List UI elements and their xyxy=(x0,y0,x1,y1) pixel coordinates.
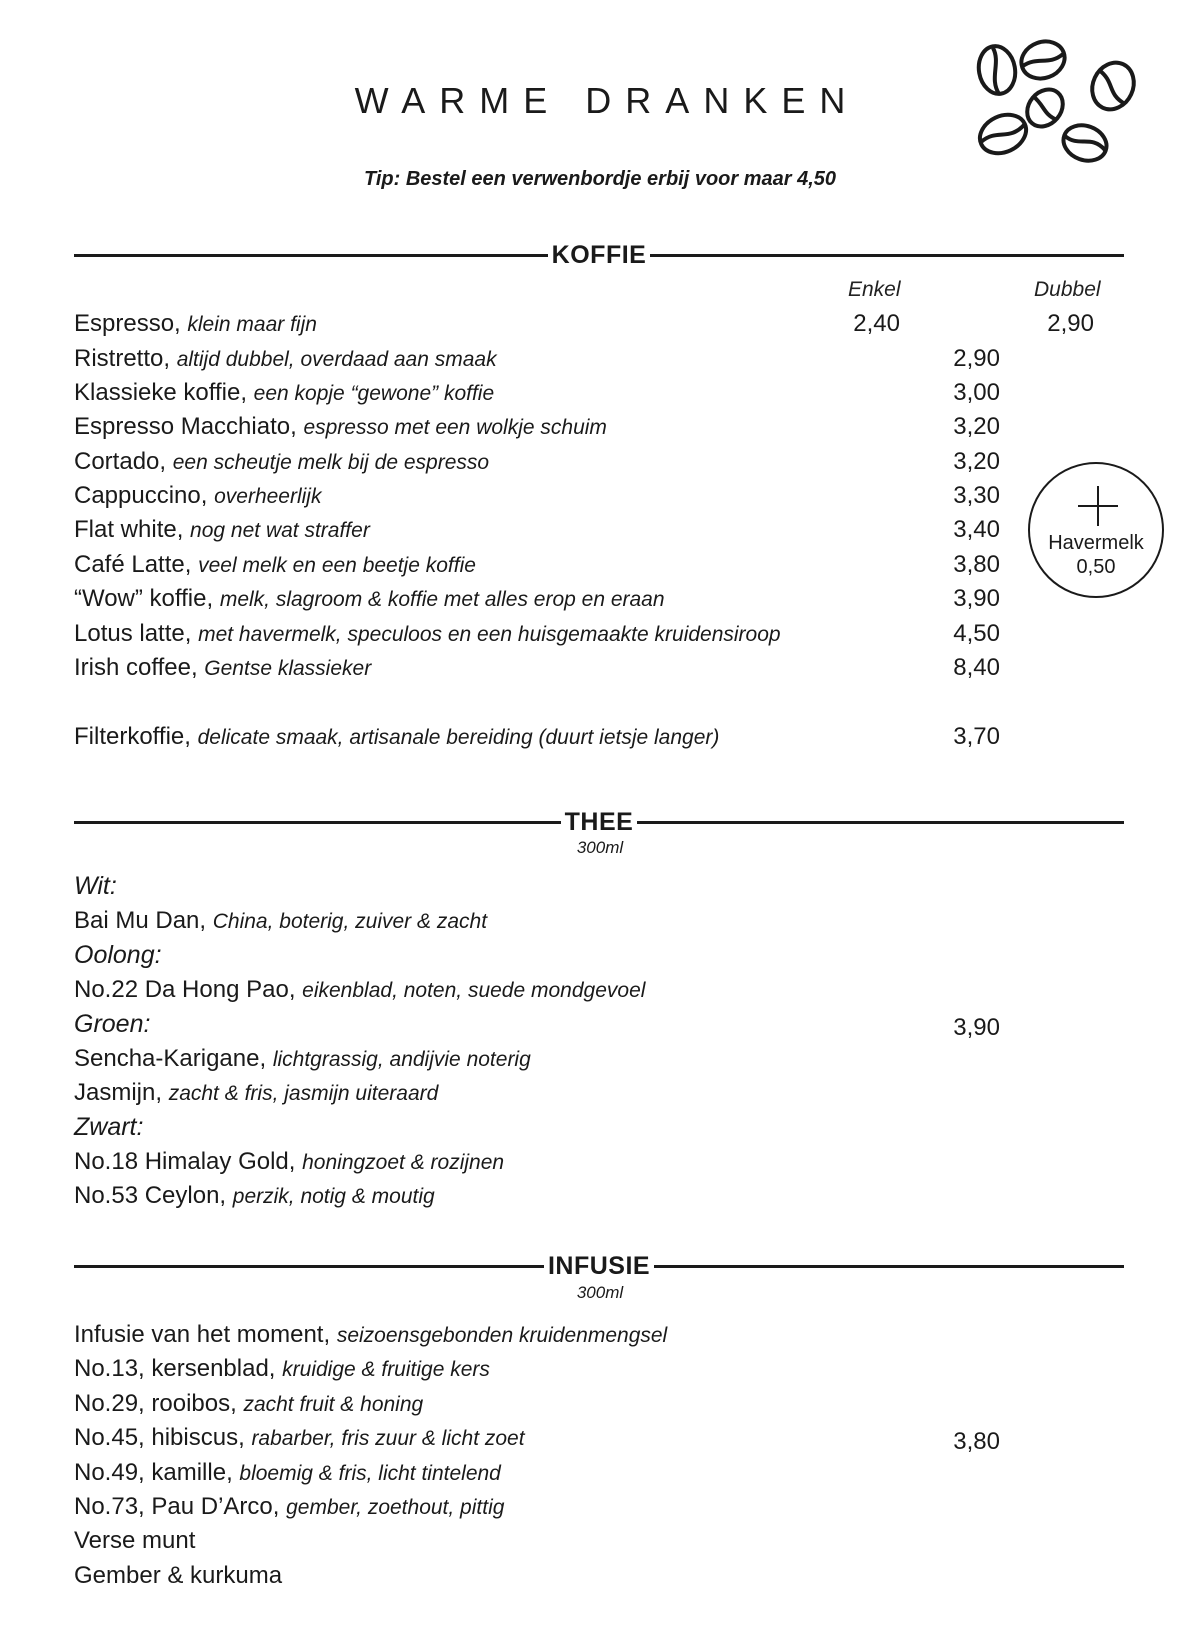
item-name: No.22 Da Hong Pao xyxy=(74,976,289,1003)
item-description: bloemig & fris, licht tintelend xyxy=(239,1462,501,1485)
menu-item: Espresso Macchiato, espresso met een wolkje schuim xyxy=(74,413,607,440)
item-description: perzik, notig & moutig xyxy=(232,1185,435,1208)
divider-line xyxy=(637,821,1124,824)
menu-item: Espresso, klein maar fijn xyxy=(74,310,317,337)
item-name: No.29, rooibos xyxy=(74,1390,231,1417)
infusion-price: 3,80 xyxy=(953,1428,1000,1455)
item-name: No.73, Pau D’Arco xyxy=(74,1493,273,1520)
item-description: klein maar fijn xyxy=(187,313,317,336)
item-name: Verse munt xyxy=(74,1527,196,1554)
menu-item: No.29, rooibos, zacht fruit & honing xyxy=(74,1390,424,1417)
item-name: “Wow” koffie xyxy=(74,585,207,612)
page-title: WARME DRANKEN xyxy=(354,80,860,121)
item-name: No.45, hibiscus xyxy=(74,1424,239,1451)
item-description: nog net wat straffer xyxy=(190,519,370,542)
item-name: No.13, kersenblad xyxy=(74,1355,269,1382)
item-price: 3,20 xyxy=(953,448,1000,475)
section-title: THEE xyxy=(564,807,634,836)
tea-price: 3,90 xyxy=(953,1014,1000,1041)
item-price: 4,50 xyxy=(953,620,1000,647)
tea-category: Oolong: xyxy=(74,941,162,969)
menu-item: Café Latte, veel melk en een beetje koffie xyxy=(74,551,476,578)
item-price: 3,20 xyxy=(953,413,1000,440)
item-name: Cappuccino xyxy=(74,482,201,509)
item-name: Flat white xyxy=(74,516,177,543)
item-price: 3,80 xyxy=(953,551,1000,578)
menu-item: Ristretto, altijd dubbel, overdaad aan smaak xyxy=(74,345,497,372)
menu-item: Jasmijn, zacht & fris, jasmijn uiteraard xyxy=(74,1079,439,1106)
item-price: 3,40 xyxy=(953,516,1000,543)
item-name: No.53 Ceylon xyxy=(74,1182,220,1209)
item-name: Sencha-Karigane xyxy=(74,1045,260,1072)
item-name: Infusie van het moment xyxy=(74,1321,324,1348)
tip-text: Tip: Bestel een verwenbordje erbij voor maar 4,50 xyxy=(363,168,837,190)
menu-item: Sencha-Karigane, lichtgrassig, andijvie noterig xyxy=(74,1045,531,1072)
item-description: een kopje “gewone” koffie xyxy=(253,382,495,405)
item-name: Lotus latte xyxy=(74,620,185,647)
item-name: Espresso Macchiato xyxy=(74,413,291,440)
item-price: 3,00 xyxy=(953,379,1000,406)
menu-item: No.22 Da Hong Pao, eikenblad, noten, suede mondgevoel xyxy=(74,976,646,1003)
section-volume: 300ml xyxy=(576,838,624,857)
item-price: 3,30 xyxy=(953,482,1000,509)
extra-label: Havermelk xyxy=(1048,532,1144,554)
section-header-thee xyxy=(74,802,1124,842)
item-price: 3,70 xyxy=(953,723,1000,750)
menu-item: “Wow” koffie, melk, slagroom & koffie met alles erop en eraan xyxy=(74,585,665,612)
plus-icon xyxy=(1078,486,1118,526)
section-header-koffie xyxy=(74,235,1124,275)
column-header-enkel: Enkel xyxy=(848,278,901,301)
item-name: Cortado xyxy=(74,448,160,475)
divider-line xyxy=(74,1265,544,1268)
menu-item: No.18 Himalay Gold, honingzoet & rozijnen xyxy=(74,1148,505,1175)
divider-line xyxy=(74,821,561,824)
item-description: met havermelk, speculoos en een huisgemaakte kruidensiroop xyxy=(198,623,781,646)
item-name: Irish coffee xyxy=(74,654,191,681)
item-price: 2,90 xyxy=(953,345,1000,372)
menu-item: No.73, Pau D’Arco, gember, zoethout, pittig xyxy=(74,1493,505,1520)
menu-item: No.45, hibiscus, rabarber, fris zuur & licht zoet xyxy=(74,1424,525,1451)
item-price: 3,90 xyxy=(953,585,1000,612)
item-name: Gember & kurkuma xyxy=(74,1562,283,1589)
menu-item: Cortado, een scheutje melk bij de espresso xyxy=(74,448,490,475)
price-single: 2,40 xyxy=(853,310,900,337)
menu-item: Irish coffee, Gentse klassieker xyxy=(74,654,372,681)
item-name: Filterkoffie xyxy=(74,723,185,750)
item-name: Bai Mu Dan xyxy=(74,907,200,934)
item-name: Jasmijn xyxy=(74,1079,156,1106)
tea-category: Groen: xyxy=(74,1010,151,1038)
item-description: espresso met een wolkje schuim xyxy=(303,416,607,439)
coffee-beans-icon xyxy=(975,38,1150,173)
divider-line xyxy=(654,1265,1124,1268)
menu-item: No.49, kamille, bloemig & fris, licht tintelend xyxy=(74,1459,501,1486)
item-price: 8,40 xyxy=(953,654,1000,681)
item-name: No.18 Himalay Gold xyxy=(74,1148,289,1175)
item-description: altijd dubbel, overdaad aan smaak xyxy=(176,348,497,371)
menu-item: No.13, kersenblad, kruidige & fruitige kers xyxy=(74,1355,490,1382)
menu-item: Infusie van het moment, seizoensgebonden kruidenmengsel xyxy=(74,1321,668,1348)
menu-item: Cappuccino, overheerlijk xyxy=(74,482,322,509)
tea-category: Wit: xyxy=(74,872,117,900)
item-description: kruidige & fruitige kers xyxy=(282,1358,490,1381)
item-description: China, boterig, zuiver & zacht xyxy=(212,910,488,933)
item-description: zacht fruit & honing xyxy=(243,1393,424,1416)
item-name: Café Latte xyxy=(74,551,185,578)
section-title: INFUSIE xyxy=(547,1251,651,1280)
menu-item: Filterkoffie, delicate smaak, artisanale bereiding (duurt ietsje langer) xyxy=(74,723,720,750)
menu-item: Bai Mu Dan, China, boterig, zuiver & zacht xyxy=(74,907,488,934)
price-double: 2,90 xyxy=(1047,310,1094,337)
divider-line xyxy=(74,254,548,257)
menu-item: Lotus latte, met havermelk, speculoos en een huisgemaakte kruidensiroop xyxy=(74,620,781,647)
item-description: lichtgrassig, andijvie noterig xyxy=(272,1048,531,1071)
item-description: gember, zoethout, pittig xyxy=(286,1496,505,1519)
menu-item: Klassieke koffie, een kopje “gewone” koffie xyxy=(74,379,495,406)
item-name: Ristretto xyxy=(74,345,164,372)
item-description: zacht & fris, jasmijn uiteraard xyxy=(168,1082,439,1105)
tea-category: Zwart: xyxy=(74,1113,144,1141)
menu-item xyxy=(74,1562,282,1590)
item-description: melk, slagroom & koffie met alles erop en eraan xyxy=(219,588,665,611)
menu-item xyxy=(74,1527,195,1555)
item-description: seizoensgebonden kruidenmengsel xyxy=(336,1324,668,1347)
divider-line xyxy=(650,254,1124,257)
item-name: No.49, kamille xyxy=(74,1459,227,1486)
column-header-dubbel: Dubbel xyxy=(1034,278,1101,301)
item-description: overheerlijk xyxy=(214,485,322,508)
item-description: veel melk en een beetje koffie xyxy=(198,554,476,577)
menu-item: No.53 Ceylon, perzik, notig & moutig xyxy=(74,1182,435,1209)
item-description: delicate smaak, artisanale bereiding (duurt ietsje langer) xyxy=(197,726,720,749)
section-header-infusie xyxy=(74,1246,1124,1286)
extra-price: 0,50 xyxy=(1076,556,1116,578)
menu-item: Flat white, nog net wat straffer xyxy=(74,516,370,543)
item-description: rabarber, fris zuur & licht zoet xyxy=(251,1427,525,1450)
item-name: Klassieke koffie xyxy=(74,379,241,406)
item-name: Espresso xyxy=(74,310,175,337)
item-description: een scheutje melk bij de espresso xyxy=(172,451,490,474)
section-volume: 300ml xyxy=(576,1283,624,1302)
item-description: eikenblad, noten, suede mondgevoel xyxy=(302,979,646,1002)
item-description: honingzoet & rozijnen xyxy=(302,1151,505,1174)
item-description: Gentse klassieker xyxy=(204,657,372,680)
havermelk-badge xyxy=(1028,462,1164,598)
section-title: KOFFIE xyxy=(551,240,647,269)
